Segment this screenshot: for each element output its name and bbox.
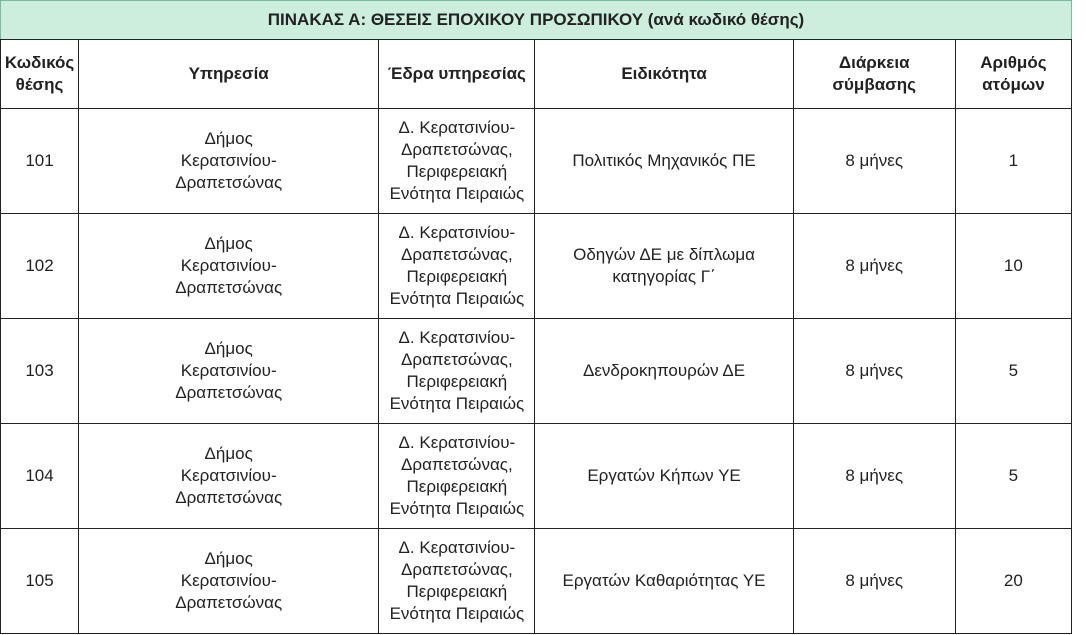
- table-row: [1, 109, 1072, 214]
- cell-service: Δήμος Κερατσινίου- Δραπετσώνας: [79, 529, 379, 634]
- cell-seat: Δ. Κερατσινίου- Δραπετσώνας, Περιφερειακή Ενότητα Πειραιώς: [379, 319, 535, 424]
- cell-count: 5: [955, 424, 1071, 529]
- table-title: ΠΙΝΑΚΑΣ Α: ΘΕΣΕΙΣ ΕΠΟΧΙΚΟΥ ΠΡΟΣΩΠΙΚΟΥ (ανά κωδικό θέσης): [1, 1, 1072, 40]
- cell-code: 105: [1, 529, 79, 634]
- cell-service: Δήμος Κερατσινίου- Δραπετσώνας: [79, 109, 379, 214]
- cell-duration: 8 μήνες: [793, 214, 955, 319]
- table-row: [1, 529, 1072, 634]
- header-duration: Διάρκεια σύμβασης: [793, 40, 955, 109]
- cell-seat: Δ. Κερατσινίου- Δραπετσώνας, Περιφερειακή Ενότητα Πειραιώς: [379, 214, 535, 319]
- cell-count: 20: [955, 529, 1071, 634]
- cell-specialty: Πολιτικός Μηχανικός ΠΕ: [535, 109, 793, 214]
- table-header-row: [1, 40, 1072, 109]
- cell-duration: 8 μήνες: [793, 529, 955, 634]
- cell-seat: Δ. Κερατσινίου- Δραπετσώνας, Περιφερειακή Ενότητα Πειραιώς: [379, 529, 535, 634]
- table-row: [1, 424, 1072, 529]
- cell-count: 10: [955, 214, 1071, 319]
- cell-specialty: Δενδροκηπουρών ΔΕ: [535, 319, 793, 424]
- cell-count: 1: [955, 109, 1071, 214]
- cell-code: 104: [1, 424, 79, 529]
- cell-duration: 8 μήνες: [793, 424, 955, 529]
- cell-service: Δήμος Κερατσινίου- Δραπετσώνας: [79, 424, 379, 529]
- cell-code: 103: [1, 319, 79, 424]
- table-row: [1, 214, 1072, 319]
- header-specialty: Ειδικότητα: [535, 40, 793, 109]
- cell-service: Δήμος Κερατσινίου- Δραπετσώνας: [79, 319, 379, 424]
- cell-count: 5: [955, 319, 1071, 424]
- cell-duration: 8 μήνες: [793, 109, 955, 214]
- cell-specialty: Οδηγών ΔΕ με δίπλωμα κατηγορίας Γ΄: [535, 214, 793, 319]
- header-count: Αριθμός ατόμων: [955, 40, 1071, 109]
- cell-code: 102: [1, 214, 79, 319]
- cell-specialty: Εργατών Κήπων ΥΕ: [535, 424, 793, 529]
- cell-seat: Δ. Κερατσινίου- Δραπετσώνας, Περιφερειακή Ενότητα Πειραιώς: [379, 109, 535, 214]
- cell-service: Δήμος Κερατσινίου- Δραπετσώνας: [79, 214, 379, 319]
- cell-seat: Δ. Κερατσινίου- Δραπετσώνας, Περιφερειακή Ενότητα Πειραιώς: [379, 424, 535, 529]
- table-row: [1, 319, 1072, 424]
- cell-specialty: Εργατών Καθαριότητας ΥΕ: [535, 529, 793, 634]
- table-title-row: [1, 1, 1072, 40]
- cell-duration: 8 μήνες: [793, 319, 955, 424]
- cell-code: 101: [1, 109, 79, 214]
- header-code: Κωδικός θέσης: [1, 40, 79, 109]
- header-service: Υπηρεσία: [79, 40, 379, 109]
- header-seat: Έδρα υπηρεσίας: [379, 40, 535, 109]
